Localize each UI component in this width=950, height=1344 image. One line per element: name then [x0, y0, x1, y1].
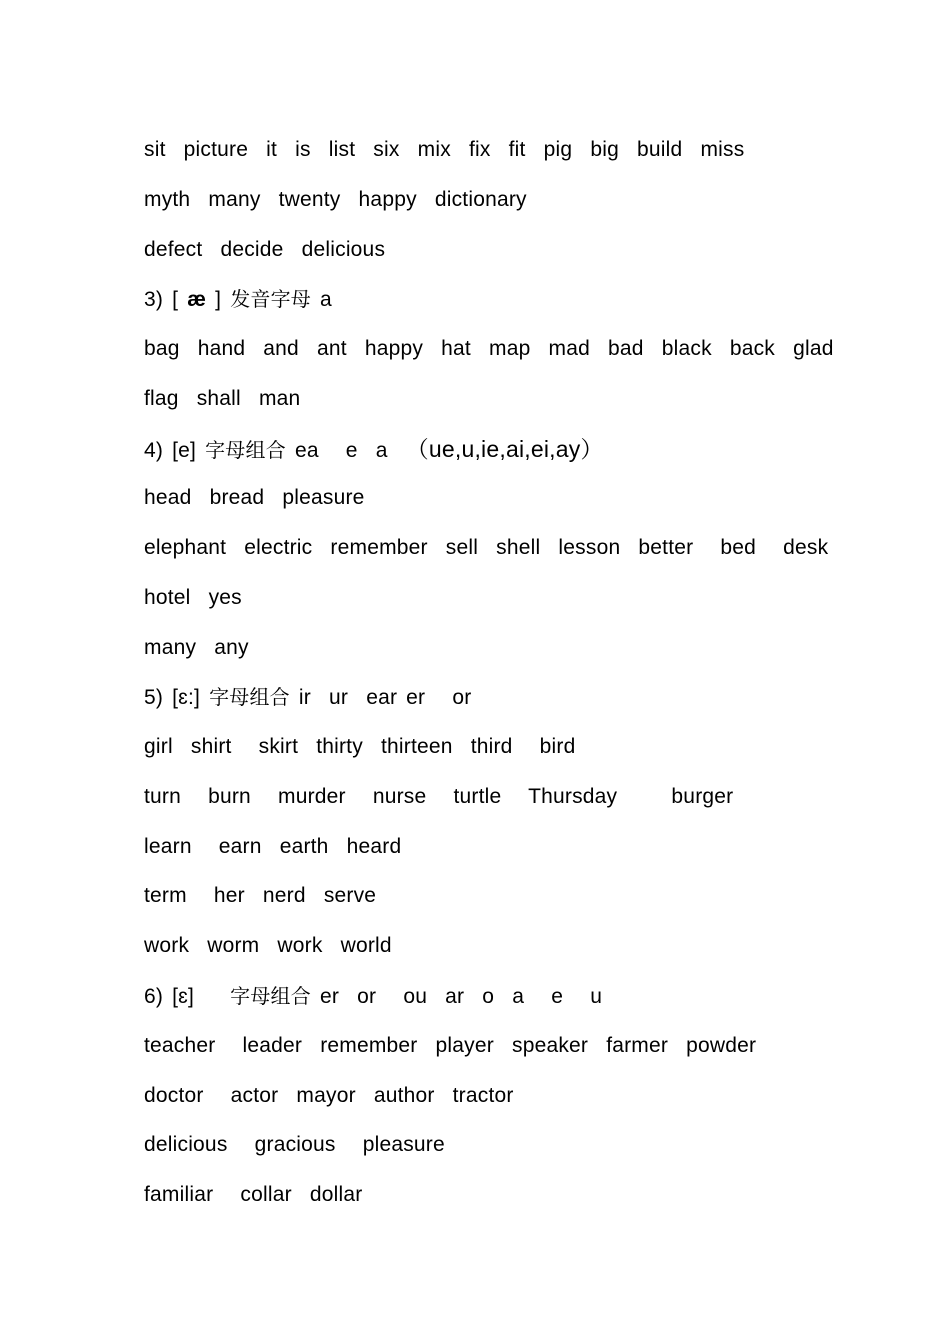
word-line: hotel yes: [144, 586, 242, 609]
word-line: doctor actor mayor author tractor: [144, 1084, 514, 1107]
letter-patterns: ir ur ear er or: [289, 686, 472, 709]
word-line: many any: [144, 636, 249, 659]
section-number: 6) [ɛ]: [144, 985, 231, 1008]
word-line: work worm work world: [144, 934, 392, 957]
word-line: girl shirt skirt thirty thirteen third bird: [144, 735, 576, 758]
letter-patterns: er or ou ar o a e u: [310, 985, 603, 1008]
word-line: myth many twenty happy dictionary: [144, 188, 527, 211]
section-heading-5: [144, 683, 471, 712]
bracket-close: ]: [215, 288, 231, 311]
word-line: delicious gracious pleasure: [144, 1133, 445, 1156]
ipa-symbol: æ: [178, 288, 216, 311]
chinese-label: 字母组合: [205, 438, 286, 462]
word-line: teacher leader remember player speaker farmer powder: [144, 1034, 757, 1057]
section-heading-4: [144, 435, 604, 465]
word-line: term her nerd serve: [144, 884, 377, 907]
word-line: familiar collar dollar: [144, 1183, 363, 1206]
word-line: elephant electric remember sell shell lesson better bed desk: [144, 536, 829, 559]
section-heading-6: [144, 982, 602, 1011]
chinese-label: 字母组合: [230, 984, 311, 1008]
section-heading-3: [144, 285, 332, 314]
word-line: bag hand and ant happy hat map mad bad black back glad: [144, 337, 834, 360]
extra-patterns: （ue,u,ie,ai,ei,ay）: [405, 436, 604, 462]
word-line: turn burn murder nurse turtle Thursday burger: [144, 785, 734, 808]
word-line: sit picture it is list six mix fix fit pig big build miss: [144, 138, 745, 161]
chinese-label: 字母组合: [209, 685, 290, 709]
section-number: 4) [e]: [144, 439, 206, 462]
section-number: 5) [ɛ:]: [144, 686, 210, 709]
word-line: defect decide delicious: [144, 238, 386, 261]
word-line: learn earn earth heard: [144, 835, 402, 858]
letter-patterns: ea e a: [285, 439, 406, 462]
word-line: head bread pleasure: [144, 486, 365, 509]
word-line: flag shall man: [144, 387, 301, 410]
letter-patterns: a: [311, 288, 332, 311]
chinese-label: 发音字母: [230, 287, 311, 311]
section-number: 3) [: [144, 288, 179, 311]
